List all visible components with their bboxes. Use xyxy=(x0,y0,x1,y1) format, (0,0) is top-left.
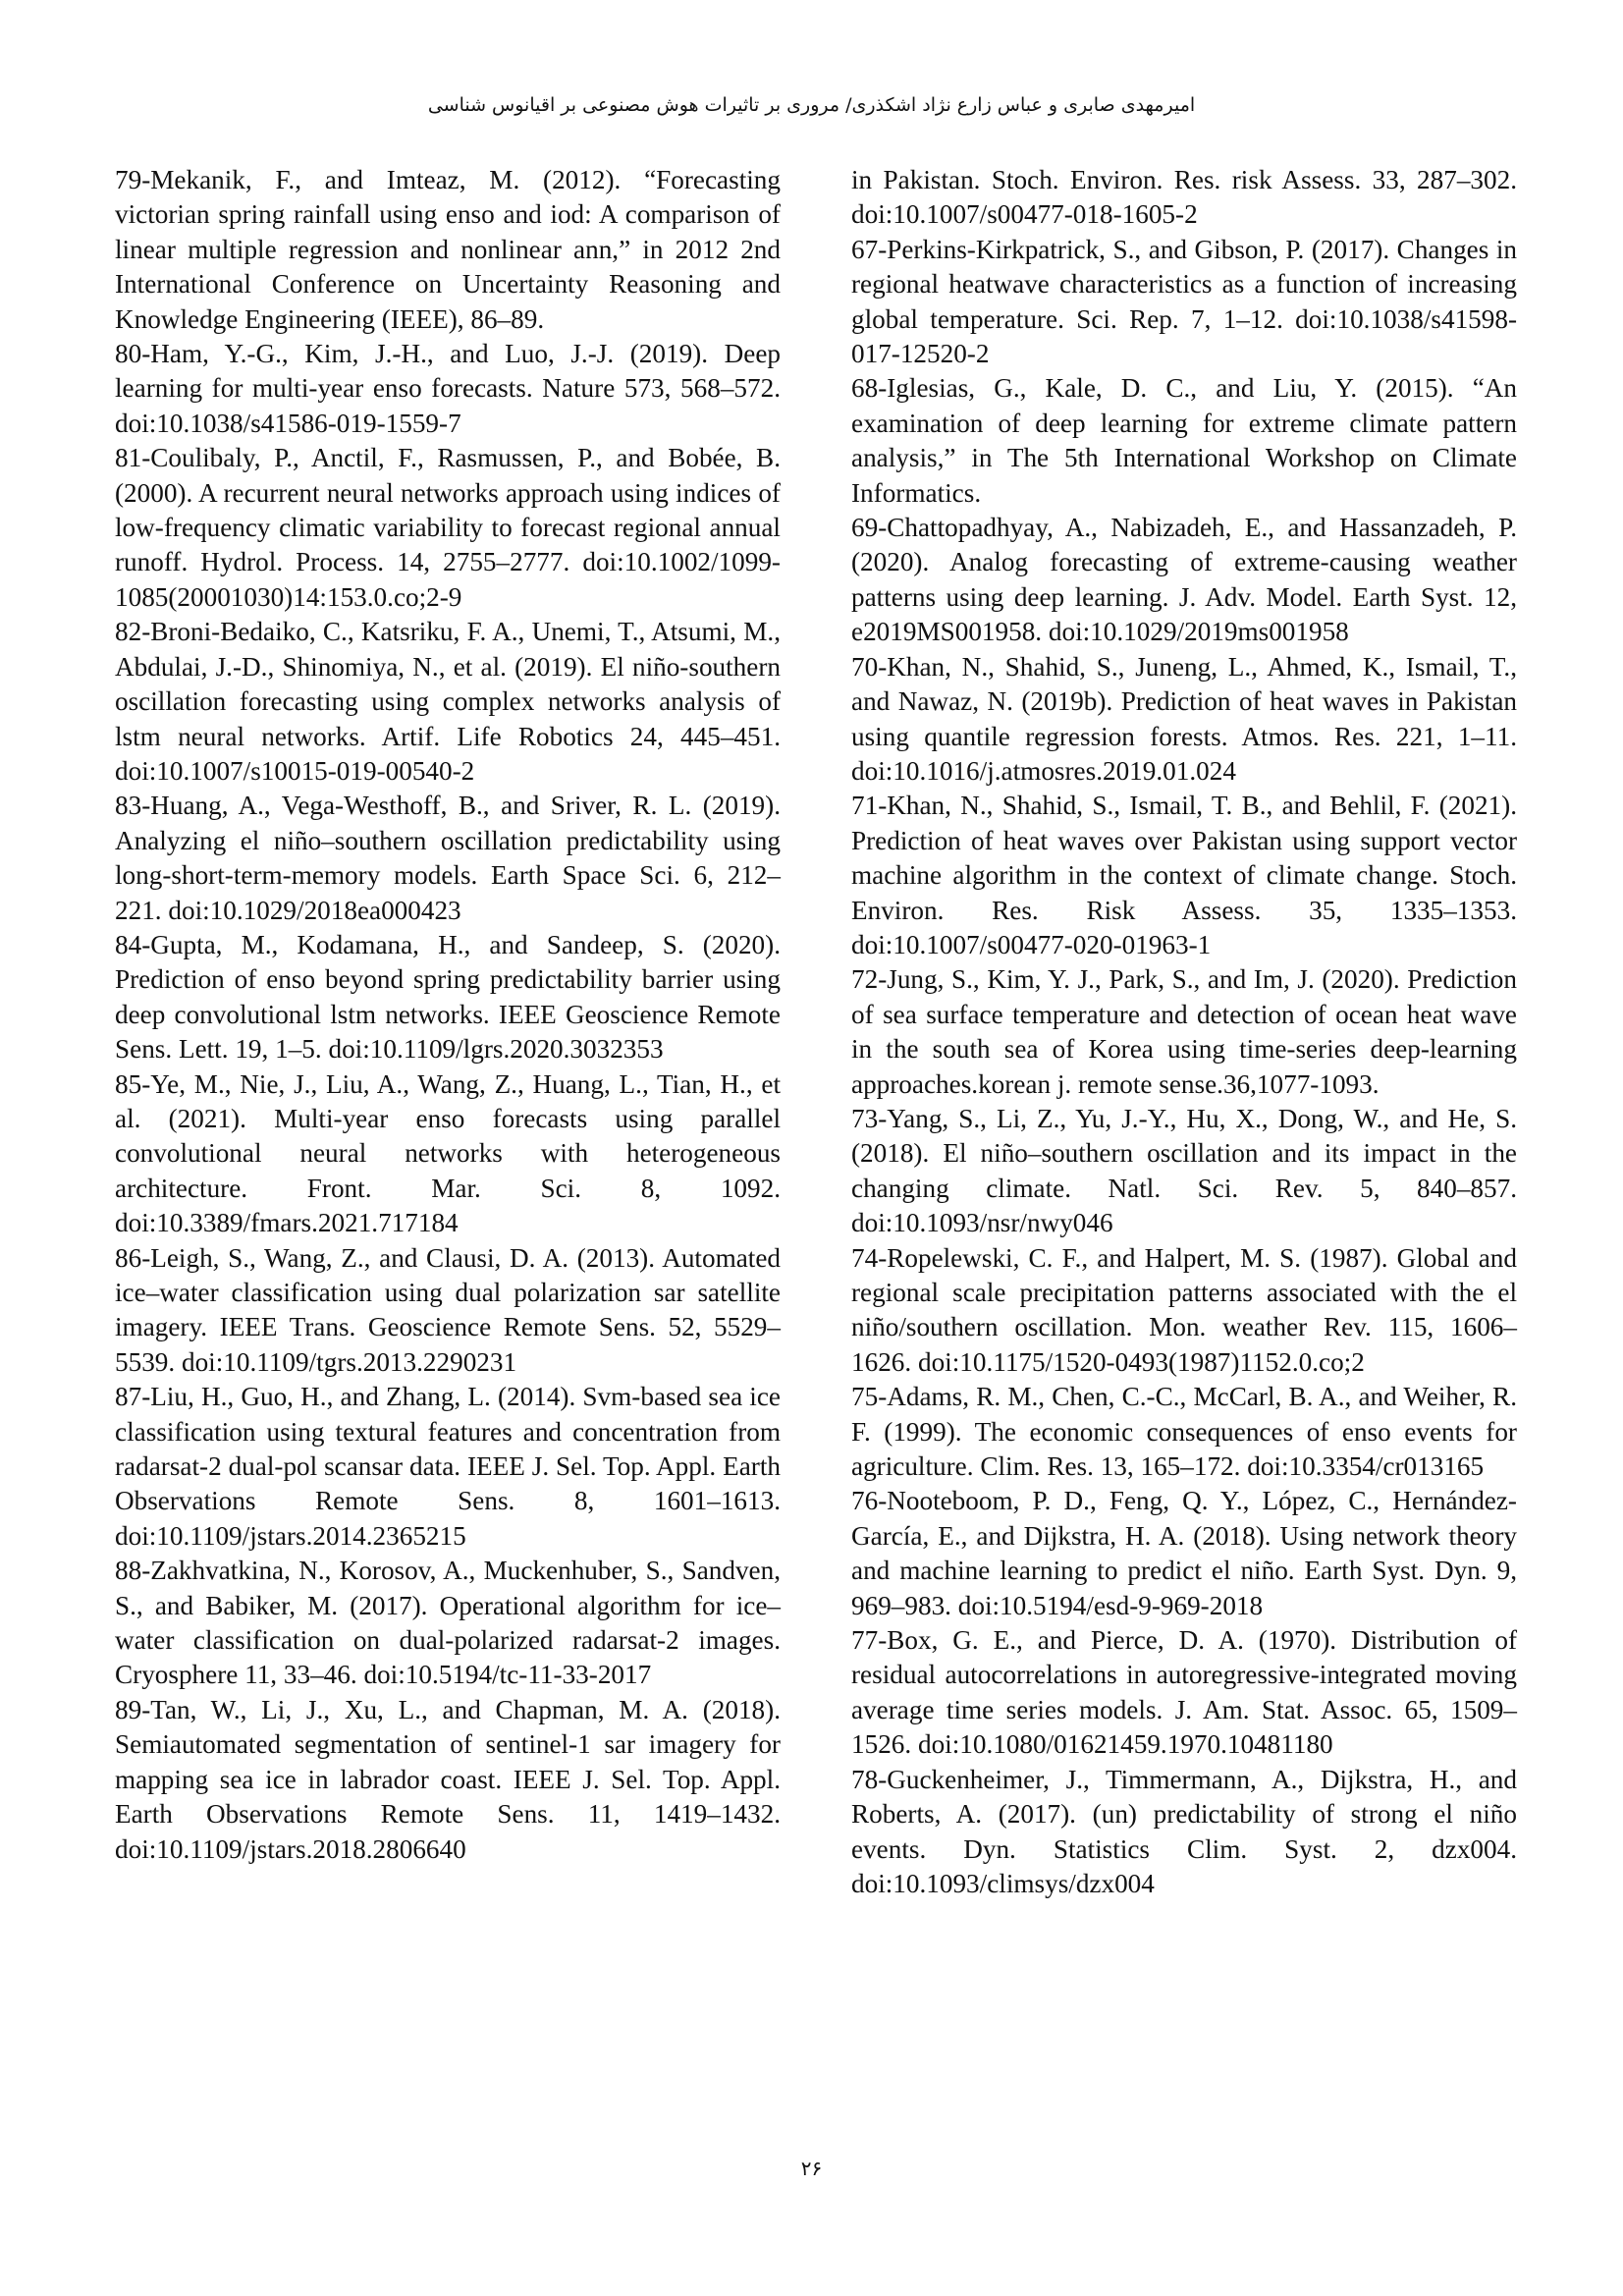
reference-entry: 86-Leigh, S., Wang, Z., and Clausi, D. A. (2013). Automated ice–water classification using dual polarization sar satellite imagery. IEEE Trans. Geoscience Remote Sens. 52, 5529–5539. doi:10.1109/tgrs.2013.2290231 xyxy=(115,1242,781,1377)
reference-entry: 76-Nooteboom, P. D., Feng, Q. Y., López, C., Hernández-García, E., and Dijkstra, H. A. (2018). Using network theory and machine learning to predict el niño. Earth Syst. Dyn. 9, 969–983. doi:10.5194/esd-9-969-2018 xyxy=(851,1486,1517,1620)
reference-entry: 85-Ye, M., Nie, J., Liu, A., Wang, Z., Huang, L., Tian, H., et al. (2021). Multi-year enso forecasts using parallel convolutional neural networks with heterogeneous architecture. Front. Mar. Sci. 8, 1092. doi:10.3389/fmars.2021.717184 xyxy=(115,1068,781,1238)
reference-entry: 84-Gupta, M., Kodamana, H., and Sandeep, S. (2020). Prediction of enso beyond spring predictability barrier using deep convolutional lstm networks. IEEE Geoscience Remote Sens. Lett. 19, 1–5. doi:10.1109/lgrs.2020.3032353 xyxy=(115,929,781,1065)
running-header: امیرمهدی صابری و عباس زارع نژاد اشکذری/ مروری بر تاثیرات هوش مصنوعی بر اقیانوس شناسی xyxy=(427,94,1196,116)
reference-entry: 88-Zakhvatkina, N., Korosov, A., Muckenhuber, S., Sandven, S., and Babiker, M. (2017). Operational algorithm for ice–water classification on dual-polarized radarsat-2 images. Cryosphere 11, 33–46. doi:10.5194/tc-11-33-2017 xyxy=(115,1556,781,1690)
reference-entry: 78-Guckenheimer, J., Timmermann, A., Dijkstra, H., and Roberts, A. (2017). (un) predictability of strong el niño events. Dyn. Statistics Clim. Syst. 2, dzx004. doi:10.1093/climsys/dzx004 xyxy=(851,1764,1517,1898)
reference-entry: 75-Adams, R. M., Chen, C.-C., McCarl, B. A., and Weiher, R. F. (1999). The economic consequences of enso events for agriculture. Clim. Res. 13, 165–172. doi:10.3354/cr013165 xyxy=(851,1382,1517,1482)
reference-entry: 77-Box, G. E., and Pierce, D. A. (1970). Distribution of residual autocorrelations in autoregressive-integrated moving average time series models. J. Am. Stat. Assoc. 65, 1509–1526. doi:10.1080/01621459.1970.10481180 xyxy=(851,1625,1517,1760)
reference-entry: 72-Jung, S., Kim, Y. J., Park, S., and Im, J. (2020). Prediction of sea surface temperature and detection of ocean heat wave in the south sea of Korea using time-series deep-learning approaches.korean j. remote sense.36,1077-1093. xyxy=(851,964,1517,1099)
reference-entry: 69-Chattopadhyay, A., Nabizadeh, E., and Hassanzadeh, P. (2020). Analog forecasting of extreme-causing weather patterns using deep learning. J. Adv. Model. Earth Syst. 12, e2019MS001958. doi:10.1029/2019ms001958 xyxy=(851,513,1517,647)
page-number: ۲۶ xyxy=(800,2157,823,2180)
reference-entry: 82-Broni-Bedaiko, C., Katsriku, F. A., Unemi, T., Atsumi, M., Abdulai, J.-D., Shinomiya, N., et al. (2019). El niño-southern oscillation forecasting using complex networks analysis of lstm neural networks. Artif. Life Robotics 24, 445–451. doi:10.1007/s10015-019-00540-2 xyxy=(115,617,781,786)
references-left-column xyxy=(115,163,781,1867)
references-right-column xyxy=(851,163,1517,1901)
reference-entry: 80-Ham, Y.-G., Kim, J.-H., and Luo, J.-J. (2019). Deep learning for multi-year enso forecasts. Nature 573, 568–572. doi:10.1038/s41586-019-1559-7 xyxy=(115,339,781,438)
reference-entry: 81-Coulibaly, P., Anctil, F., Rasmussen, P., and Bobée, B. (2000). A recurrent neural networks approach using indices of low-frequency climatic variability to forecast regional annual runoff. Hydrol. Process. 14, 2755–2777. doi:10.1002/1099-1085(20001030)14:153.0.co;2-9 xyxy=(115,443,781,612)
reference-entry: 89-Tan, W., Li, J., Xu, L., and Chapman, M. A. (2018). Semiautomated segmentation of sentinel-1 sar imagery for mapping sea ice in labrador coast. IEEE J. Sel. Top. Appl. Earth Observations Remote Sens. 11, 1419–1432. doi:10.1109/jstars.2018.2806640 xyxy=(115,1694,781,1864)
reference-entry-continued: in Pakistan. Stoch. Environ. Res. risk Assess. 33, 287–302. doi:10.1007/s00477-018-1605-2 xyxy=(851,165,1517,230)
reference-entry: 68-Iglesias, G., Kale, D. C., and Liu, Y. (2015). “An examination of deep learning for extreme climate pattern analysis,” in The 5th International Workshop on Climate Informatics. xyxy=(851,373,1517,508)
reference-entry: 83-Huang, A., Vega-Westhoff, B., and Sriver, R. L. (2019). Analyzing el niño–southern oscillation predictability using long-short-term-memory models. Earth Space Sci. 6, 212–221. doi:10.1029/2018ea000423 xyxy=(115,791,781,925)
reference-entry: 79-Mekanik, F., and Imteaz, M. (2012). “Forecasting victorian spring rainfall using enso and iod: A comparison of linear multiple regression and nonlinear ann,” in 2012 2nd International Conference on Uncertainty Reasoning and Knowledge Engineering (IEEE), 86–89. xyxy=(115,165,781,334)
reference-entry: 71-Khan, N., Shahid, S., Ismail, T. B., and Behlil, F. (2021). Prediction of heat waves over Pakistan using support vector machine algorithm in the context of climate change. Stoch. Environ. Res. Risk Assess. 35, 1335–1353. doi:10.1007/s00477-020-01963-1 xyxy=(851,791,1517,959)
reference-entry: 70-Khan, N., Shahid, S., Juneng, L., Ahmed, K., Ismail, T., and Nawaz, N. (2019b). Prediction of heat waves in Pakistan using quantile regression forests. Atmos. Res. 221, 1–11. doi:10.1016/j.atmosres.2019.01.024 xyxy=(851,651,1517,786)
reference-entry: 73-Yang, S., Li, Z., Yu, J.-Y., Hu, X., Dong, W., and He, S. (2018). El niño–southern oscillation and its impact in the changing climate. Natl. Sci. Rev. 5, 840–857. doi:10.1093/nsr/nwy046 xyxy=(851,1103,1517,1238)
reference-entry: 74-Ropelewski, C. F., and Halpert, M. S. (1987). Global and regional scale precipitation patterns associated with the el niño/southern oscillation. Mon. weather Rev. 115, 1606–1626. doi:10.1175/1520-0493(1987)1152.0.co;2 xyxy=(851,1242,1517,1377)
reference-entry: 87-Liu, H., Guo, H., and Zhang, L. (2014). Svm-based sea ice classification using textural features and concentration from radarsat-2 dual-pol scansar data. IEEE J. Sel. Top. Appl. Earth Observations Remote Sens. 8, 1601–1613. doi:10.1109/jstars.2014.2365215 xyxy=(115,1382,781,1551)
reference-entry: 67-Perkins-Kirkpatrick, S., and Gibson, P. (2017). Changes in regional heatwave characteristics as a function of increasing global temperature. Sci. Rep. 7, 1–12. doi:10.1038/s41598-017-12520-2 xyxy=(851,234,1517,369)
